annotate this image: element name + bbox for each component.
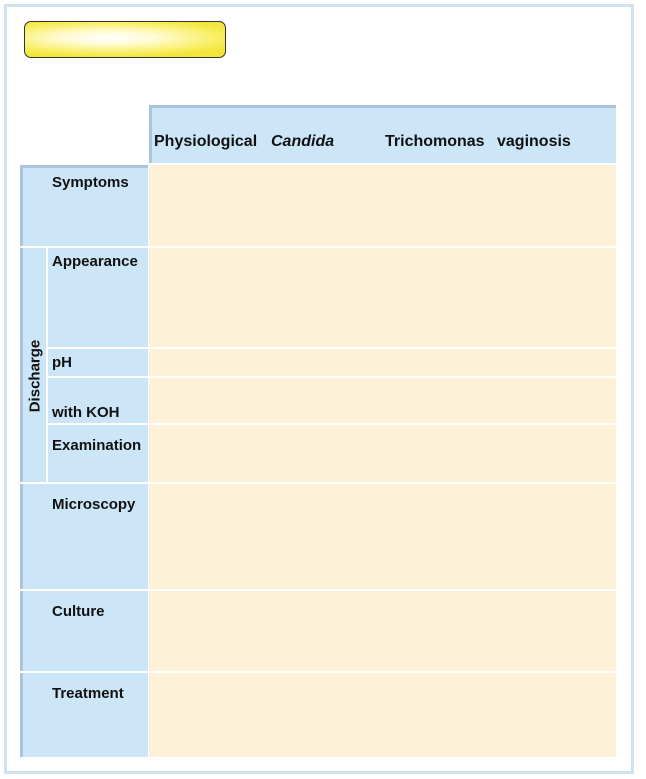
row-label-with-koh: with KOH (52, 404, 120, 421)
row-label-microscopy: Microscopy (52, 496, 136, 513)
table-cells-area (149, 165, 616, 757)
row-divider (20, 589, 616, 591)
column-header-vaginosis: vaginosis (497, 133, 571, 150)
discharge-group-label: Discharge (26, 339, 44, 413)
row-divider (47, 423, 616, 425)
row-label-ph: pH (52, 354, 72, 371)
row-label-treatment: Treatment (52, 685, 124, 702)
row-divider (47, 376, 616, 378)
row-divider (20, 671, 616, 673)
row-label-symptoms: Symptoms (52, 174, 129, 191)
column-header-physiological: Physiological (154, 133, 258, 150)
column-header-candida: Candida (271, 133, 335, 150)
column-header-trichomonas: Trichomonas (385, 133, 485, 150)
row-label-appearance: Appearance (52, 253, 138, 270)
row-label-culture: Culture (52, 603, 105, 620)
row-divider (20, 246, 616, 248)
row-divider (47, 347, 616, 349)
group-divider (46, 248, 48, 482)
row-label-examination: Examination (52, 437, 142, 454)
row-divider (20, 482, 616, 484)
